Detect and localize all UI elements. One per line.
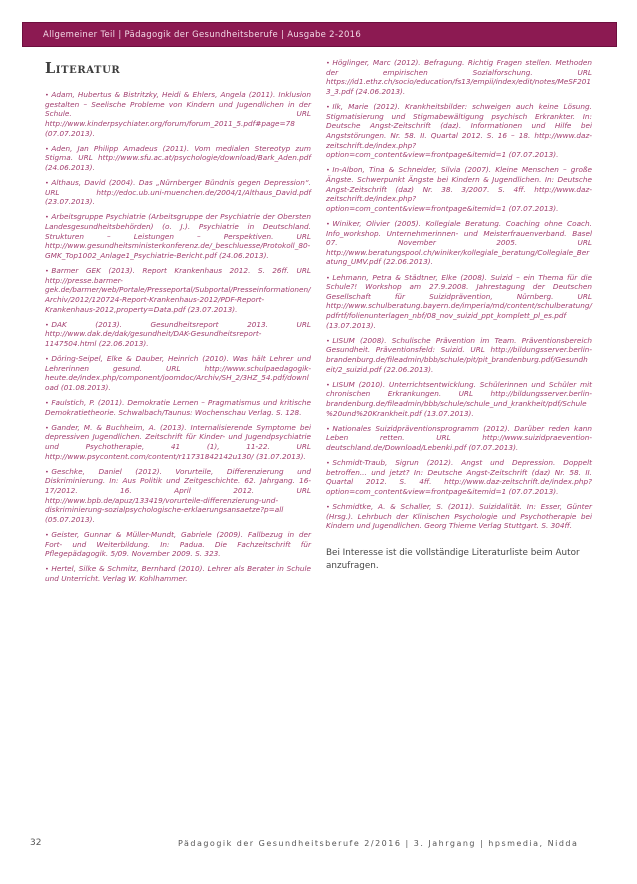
bullet-glyph: • [326,273,330,282]
reference-item [45,354,311,393]
reference-text: Döring-Seipel, Elke & Dauber, Heinrich (2010). Was hält Lehrer und Lehrerinnen gesund. URL http://www.schulpaedagogik-heute.de/index.php/component/joomdoc/Archiv/SH_2/3HZ_54.pdf/download (01.08.2013). [45,354,311,392]
bullet-glyph: • [326,380,330,389]
reference-text: Hertel, Silke & Schmitz, Bernhard (2010). Lehrer als Berater in Schule und Unterricht. Verlag W. Kohlhammer. [45,564,311,583]
reference-item [326,165,592,213]
reference-item [326,336,592,375]
bullet-glyph: • [45,267,49,275]
reference-item [326,424,592,453]
reference-text: Barmer GEK (2013). Report Krankenhaus 2012. S. 26ff. URL http://presse.barmer-gek.de/barmer/web/Portale/Presseportal/Subportal/Presseinformationen/Archiv/2012/120724-Report-Krankenhaus-2012/PDF-Report-Krankenhaus-2012,property=Data.pdf (23.07.2013). [45,266,311,314]
bullet-glyph: • [326,503,330,512]
reference-text: Schmidtke, A. & Schaller, S. (2011). Suizidalität. In: Esser, Günter (Hrsg.). Lehrbuch der Klinischen Psychologie und Psychotherapie bei Kindern und Jugendlichen. Georg Thieme Verlag Stuttgart. S. 304ff. [326,502,592,531]
reference-item [45,212,311,260]
reference-text: Aden, Jan Philipp Amadeus (2011). Vom medialen Stereotyp zum Stigma. URL http://www.sfu.ac.at/psychologie/download/Bark_Aden.pdf (24.06.2013). [45,143,311,172]
reference-item [326,380,592,419]
reference-text: Gander, M. & Buchheim, A. (2013). Internalisierende Symptome bei depressiven Jugendlichen. Zeitschrift für Kinder- und Jugendpsychiatrie und Psychotherapie, 41 (1), 11-22. URL http://www.psycontent.com/content/r11731842142u130/ (31.07.2013). [45,422,311,461]
reference-item [45,564,311,583]
reference-text: Adam, Hubertus & Bistritzky, Heidi & Ehlers, Angela (2011). Inklusion gestalten – Seelische Probleme von Kindern und Jugendlichen in der Schule. URL http://www.kinderpsychiater.org/forum/forum_2011_5.pdf#page=78 (07.07.2013). [45,90,311,138]
two-column-layout [45,58,593,589]
reference-text: LISUM (2008). Schulische Prävention im Team. Präventionsbereich Gesundheit. Präventionsfeld: Suizid. URL http://bildungsserver.berlin-brandenburg.de/fileadmin/bbb/schule/pit/pit_brandenburg.pdf/Gesundheit/2_suizid.pdf (22.06.2013). [326,335,592,374]
bullet-glyph: • [326,59,330,67]
reference-text: Arbeitsgruppe Psychiatrie (Arbeitsgruppe der Psychiatrie der Obersten Landesgesundheitsbehörden) (o. J.). Psychiatrie in Deutschland. Strukturen – Leistungen – Perspektiven. URL http://www.gesundheitsministerkonferenz.de/_beschluesse/Protokoll_80-GMK_Top1002_Anlage1_Psychiatrie-Bericht.pdf (24.06.2013). [45,212,311,260]
reference-text: DAK (2013). Gesundheitsreport 2013. URL http://www.dak.de/dak/gesundheit/DAK-Gesundheitsreport-1147504.html (22.06.2013). [45,319,311,348]
right-column [326,58,592,589]
reference-text: In-Albon, Tina & Schneider, Silvia (2007). Kleine Menschen – große Ängste. Schwerpunkt Ängste bei Kindern & Jugendlichen. In: Deutsche Angst-Zeitschrift (daz) Nr. 38. 3/2007. S. 4ff. http://www.daz-zeitschrift.de/index.php?option=com_content&view=frontpage&itemid=1 (07.07.2013). [326,165,592,213]
bullet-glyph: • [45,355,49,363]
section-heading-literatur: Literatur [45,60,121,77]
bullet-glyph: • [45,399,49,407]
reference-text: Schmidt-Traub, Sigrun (2012). Angst und Depression. Doppelt betroffen... und jetzt? In: Deutsche Angst-Zeitschrift (daz) Nr. 58. II. Quartal 2012. S. 4ff. http://www.daz-zeitschrift.de/index.php?option=com_content&view=frontpage&itemid=1 (07.07.2013). [326,458,592,496]
reference-item [45,398,311,417]
bullet-glyph: • [45,213,49,222]
reference-text: Winiker, Olivier (2005). Kollegiale Beratung. Coaching ohne Coach. Info_workshop. Unternehmerinnen- und Meisterfrauenverband. Basel 07. November 2005. URL http://www.beratungspool.ch/winiker/kollegiale_beratung/Collegiale_Beratung_UMV.pdf (22.06.2013). [326,218,592,267]
reference-item [45,90,311,138]
bullet-glyph: • [45,179,49,187]
reference-item [45,530,311,559]
header-title: Allgemeiner Teil | Pädagogik der Gesundheitsberufe | Ausgabe 2-2016 [43,29,362,40]
bullet-glyph: • [326,219,330,228]
footer-journal-line: Pädagogik der Gesundheitsberufe 2/2016 | 3. Jahrgang | hpsmedia, Nidda [178,839,579,848]
author-contact-note: Bei Interesse ist die vollständige Literaturliste beim Autor anzufragen. [326,548,580,572]
reference-text: Höglinger, Marc (2012). Befragung. Richtig Fragen stellen. Methoden der empirischen Sozialforschung. URL https://id1.ethz.ch/socio/education/fs13/empii/index/edit/notes/MeSF2013_3.pdf (24.06.2013). [326,58,592,96]
bullet-glyph: • [326,166,330,175]
page-header-bar [22,22,617,47]
reference-item [45,266,311,314]
bullet-glyph: • [45,565,49,574]
reference-text: Ilk, Marie (2012). Krankheitsbilder: schweigen auch keine Lösung. Stigmatisierung und Stigmabewältigung psychisch Erkrankter. In: Deutsche Angst-Zeitschrift (daz). Informationen und Hilfe bei Angststörungen. Nr. 58. II. Quartal 2012. S. 16 – 18. http://www.daz-zeitschrift.de/index.php?option=com_content&view=frontpage&itemid=1 (07.07.2013). [326,102,592,160]
reference-item [326,502,592,531]
bullet-glyph: • [45,320,49,329]
page-number: 32 [30,838,42,848]
reference-item [326,219,592,267]
reference-text: Faulstich, P. (2011). Demokratie Lernen – Pragmatismus und kritische Demokratietheorie. Schwalbach/Taunus: Wochenschau Verlag. S. 128. [45,398,311,417]
reference-item [45,423,311,462]
bullet-glyph: • [45,423,49,432]
reference-item [326,58,592,97]
bullet-glyph: • [45,91,49,99]
bullet-glyph: • [45,144,49,153]
bullet-glyph: • [326,459,330,468]
reference-item [326,102,592,160]
reference-text: LISUM (2010). Unterrichtsentwicklung. Schülerinnen und Schüler mit chronischen Erkrankungen. URL http://bildungsserver.berlin-brandenburg.de/fileadmin/bbb/schule/schule_und_krankheit/pdf/Schule%20und%20Krankheit.pdf (13.07.2013). [326,379,592,418]
reference-text: Althaus, David (2004). Das „Nürnberger Bündnis gegen Depression“. URL http://edoc.ub.uni-muenchen.de/2004/1/Althaus_David.pdf (23.07.2013). [45,178,311,207]
bullet-glyph: • [326,336,330,345]
reference-text: Lehmann, Petra & Städtner, Elke (2008). Suizid – ein Thema für die Schule?! Workshop am 27.9.2008. Jahrestagung der Deutschen Gesellschaft für Suizidprävention, Nürnberg. URL http://www.schulberatung.bayern.de/imperia/md/content/schulberatung/pdfrtf/folienunterlagen_nbf/08_nov_suizid_ppt_komplett_pl_es.pdf (13.07.2013). [326,272,592,330]
reference-text: Nationales Suizidpräventionsprogramm (2012). Darüber reden kann Leben retten. URL http://www.suizidpraevention-deutschland.de/Download/Lebenki.pdf (07.07.2013). [326,423,592,452]
reference-item [45,320,311,349]
bullet-glyph: • [326,103,330,111]
reference-item [326,273,592,331]
bullet-glyph: • [45,531,49,539]
reference-text: Geister, Gunnar & Müller-Mundt, Gabriele (2009). Fallbezug in der Fort- und Weiterbildung. In: Padua. Die Fachzeitschrift für Pflegepädagogik. 5/09. November 2009. S. 323. [45,530,311,559]
reference-item [45,178,311,207]
reference-item [326,458,592,497]
left-column [45,58,311,589]
bullet-glyph: • [326,424,330,433]
reference-text: Geschke, Daniel (2012). Vorurteile, Differenzierung und Diskriminierung. In: Aus Politik und Zeitgeschichte. 62. Jahrgang. 16-17/2012. 16. April 2012. URL http://www.bpb.de/apuz/133419/vorurteile-differenzierung-und-diskriminierung-sozialpsychologische-erklaerungsansaetze?p=all (05.07.2013). [45,466,311,524]
reference-item [45,144,311,173]
reference-item [45,467,311,525]
bullet-glyph: • [45,467,49,476]
